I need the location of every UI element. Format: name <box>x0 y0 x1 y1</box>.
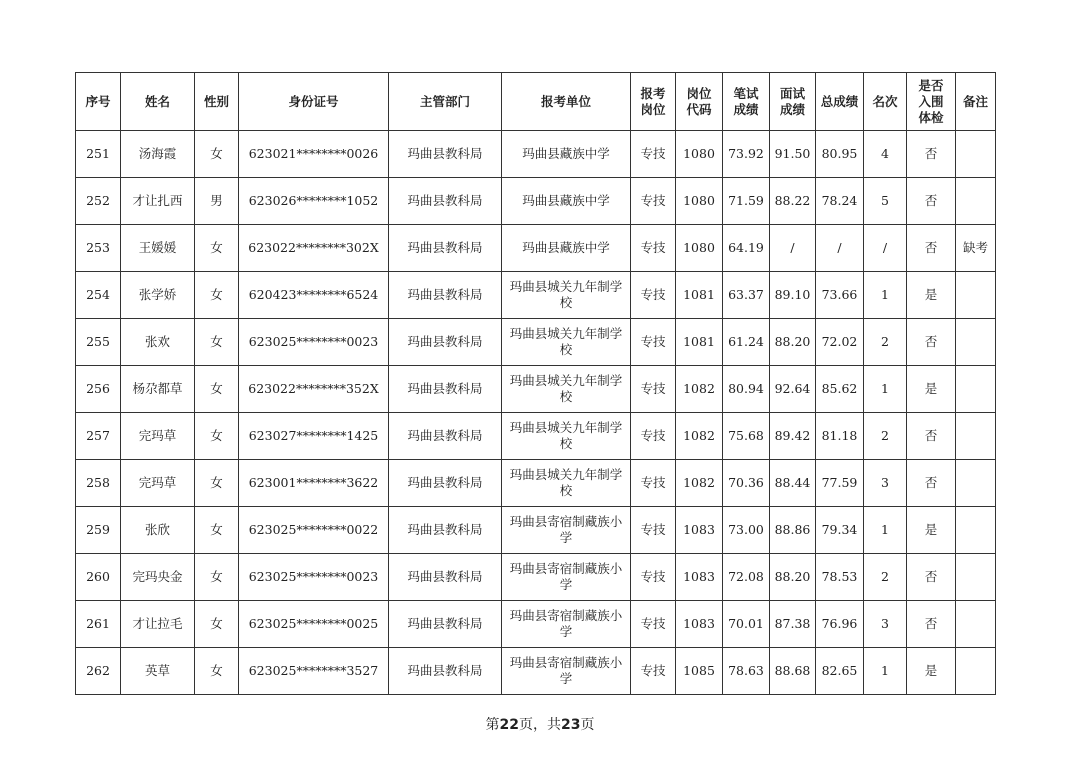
cell-position: 专技 <box>631 366 676 413</box>
cell-total: 79.34 <box>816 507 864 554</box>
cell-written: 71.59 <box>723 178 770 225</box>
cell-name: 王媛媛 <box>121 225 195 272</box>
cell-written: 61.24 <box>723 319 770 366</box>
cell-id-number: 623021********0026 <box>239 131 389 178</box>
cell-written: 70.01 <box>723 601 770 648</box>
cell-id-number: 623001********3622 <box>239 460 389 507</box>
cell-unit: 玛曲县城关九年制学校 <box>502 413 631 460</box>
cell-code: 1083 <box>676 601 723 648</box>
cell-name: 完玛草 <box>121 413 195 460</box>
cell-unit: 玛曲县城关九年制学校 <box>502 460 631 507</box>
cell-interview: 88.68 <box>770 648 816 695</box>
cell-code: 1081 <box>676 319 723 366</box>
header-unit: 报考单位 <box>502 73 631 131</box>
cell-total: 78.53 <box>816 554 864 601</box>
cell-remark: 缺考 <box>956 225 996 272</box>
header-row <box>76 73 996 131</box>
cell-interview: 88.22 <box>770 178 816 225</box>
cell-code: 1081 <box>676 272 723 319</box>
cell-no: 255 <box>76 319 121 366</box>
cell-code: 1080 <box>676 131 723 178</box>
cell-physical: 否 <box>907 554 956 601</box>
cell-no: 262 <box>76 648 121 695</box>
cell-name: 张欣 <box>121 507 195 554</box>
cell-id-number: 623025********0022 <box>239 507 389 554</box>
cell-remark <box>956 413 996 460</box>
cell-physical: 否 <box>907 178 956 225</box>
cell-department: 玛曲县教科局 <box>389 272 502 319</box>
cell-id-number: 620423********6524 <box>239 272 389 319</box>
header-physical: 是否 入围 体检 <box>907 73 956 131</box>
cell-unit: 玛曲县寄宿制藏族小学 <box>502 554 631 601</box>
cell-name: 完玛央金 <box>121 554 195 601</box>
cell-rank: 2 <box>864 554 907 601</box>
cell-name: 张欢 <box>121 319 195 366</box>
header-department: 主管部门 <box>389 73 502 131</box>
cell-department: 玛曲县教科局 <box>389 319 502 366</box>
cell-department: 玛曲县教科局 <box>389 601 502 648</box>
cell-no: 258 <box>76 460 121 507</box>
cell-position: 专技 <box>631 225 676 272</box>
table-row <box>76 366 996 413</box>
cell-total: 72.02 <box>816 319 864 366</box>
cell-position: 专技 <box>631 272 676 319</box>
cell-no: 260 <box>76 554 121 601</box>
header-name: 姓名 <box>121 73 195 131</box>
cell-remark <box>956 272 996 319</box>
cell-department: 玛曲县教科局 <box>389 554 502 601</box>
cell-unit: 玛曲县城关九年制学校 <box>502 272 631 319</box>
cell-interview: 89.42 <box>770 413 816 460</box>
table-row <box>76 319 996 366</box>
cell-name: 完玛草 <box>121 460 195 507</box>
cell-physical: 是 <box>907 366 956 413</box>
cell-rank: 2 <box>864 413 907 460</box>
cell-written: 73.00 <box>723 507 770 554</box>
table-row <box>76 178 996 225</box>
cell-physical: 否 <box>907 131 956 178</box>
cell-gender: 男 <box>195 178 239 225</box>
cell-unit: 玛曲县城关九年制学校 <box>502 366 631 413</box>
cell-rank: 1 <box>864 366 907 413</box>
cell-unit: 玛曲县藏族中学 <box>502 131 631 178</box>
cell-interview: 88.20 <box>770 554 816 601</box>
cell-department: 玛曲县教科局 <box>389 413 502 460</box>
table-row <box>76 507 996 554</box>
table-row <box>76 460 996 507</box>
cell-unit: 玛曲县寄宿制藏族小学 <box>502 601 631 648</box>
cell-written: 75.68 <box>723 413 770 460</box>
cell-interview: 88.86 <box>770 507 816 554</box>
cell-physical: 是 <box>907 272 956 319</box>
cell-gender: 女 <box>195 366 239 413</box>
cell-interview: 91.50 <box>770 131 816 178</box>
cell-rank: 2 <box>864 319 907 366</box>
cell-total: 78.24 <box>816 178 864 225</box>
cell-no: 259 <box>76 507 121 554</box>
cell-position: 专技 <box>631 178 676 225</box>
cell-gender: 女 <box>195 601 239 648</box>
cell-total: 82.65 <box>816 648 864 695</box>
table-row <box>76 272 996 319</box>
cell-rank: 4 <box>864 131 907 178</box>
cell-name: 才让扎西 <box>121 178 195 225</box>
cell-id-number: 623025********3527 <box>239 648 389 695</box>
cell-total: / <box>816 225 864 272</box>
cell-department: 玛曲县教科局 <box>389 507 502 554</box>
cell-no: 252 <box>76 178 121 225</box>
cell-total: 80.95 <box>816 131 864 178</box>
results-table <box>75 72 996 695</box>
cell-department: 玛曲县教科局 <box>389 648 502 695</box>
cell-no: 261 <box>76 601 121 648</box>
header-written: 笔试 成绩 <box>723 73 770 131</box>
table-row <box>76 413 996 460</box>
header-rank: 名次 <box>864 73 907 131</box>
header-total: 总成绩 <box>816 73 864 131</box>
cell-total: 81.18 <box>816 413 864 460</box>
table-row <box>76 131 996 178</box>
cell-rank: 3 <box>864 601 907 648</box>
cell-code: 1082 <box>676 460 723 507</box>
cell-code: 1085 <box>676 648 723 695</box>
cell-unit: 玛曲县城关九年制学校 <box>502 319 631 366</box>
cell-rank: / <box>864 225 907 272</box>
cell-gender: 女 <box>195 460 239 507</box>
cell-department: 玛曲县教科局 <box>389 460 502 507</box>
cell-gender: 女 <box>195 131 239 178</box>
cell-position: 专技 <box>631 554 676 601</box>
cell-written: 78.63 <box>723 648 770 695</box>
cell-code: 1080 <box>676 178 723 225</box>
cell-code: 1083 <box>676 554 723 601</box>
cell-rank: 5 <box>864 178 907 225</box>
cell-written: 64.19 <box>723 225 770 272</box>
footer-middle: 页，共 <box>519 717 561 733</box>
cell-id-number: 623027********1425 <box>239 413 389 460</box>
header-interview: 面试 成绩 <box>770 73 816 131</box>
footer-suffix: 页 <box>580 717 595 733</box>
cell-physical: 否 <box>907 319 956 366</box>
cell-department: 玛曲县教科局 <box>389 131 502 178</box>
cell-id-number: 623025********0023 <box>239 319 389 366</box>
cell-id-number: 623025********0023 <box>239 554 389 601</box>
table-row <box>76 554 996 601</box>
cell-name: 才让拉毛 <box>121 601 195 648</box>
cell-id-number: 623025********0025 <box>239 601 389 648</box>
cell-no: 254 <box>76 272 121 319</box>
cell-physical: 否 <box>907 601 956 648</box>
cell-department: 玛曲县教科局 <box>389 225 502 272</box>
footer-prefix: 第 <box>485 717 500 733</box>
header-position-code: 岗位 代码 <box>676 73 723 131</box>
cell-id-number: 623022********302X <box>239 225 389 272</box>
footer-total-pages: 23 <box>561 717 581 733</box>
cell-physical: 否 <box>907 460 956 507</box>
cell-name: 汤海霞 <box>121 131 195 178</box>
cell-written: 63.37 <box>723 272 770 319</box>
header-position: 报考 岗位 <box>631 73 676 131</box>
cell-physical: 否 <box>907 413 956 460</box>
cell-rank: 3 <box>864 460 907 507</box>
cell-unit: 玛曲县藏族中学 <box>502 178 631 225</box>
cell-total: 85.62 <box>816 366 864 413</box>
header-gender: 性别 <box>195 73 239 131</box>
cell-unit: 玛曲县藏族中学 <box>502 225 631 272</box>
cell-position: 专技 <box>631 413 676 460</box>
cell-total: 73.66 <box>816 272 864 319</box>
cell-rank: 1 <box>864 507 907 554</box>
cell-remark <box>956 131 996 178</box>
header-no: 序号 <box>76 73 121 131</box>
cell-id-number: 623022********352X <box>239 366 389 413</box>
cell-code: 1082 <box>676 366 723 413</box>
cell-remark <box>956 554 996 601</box>
cell-gender: 女 <box>195 507 239 554</box>
cell-unit: 玛曲县寄宿制藏族小学 <box>502 648 631 695</box>
cell-code: 1080 <box>676 225 723 272</box>
cell-position: 专技 <box>631 648 676 695</box>
footer-page-number: 22 <box>499 717 519 733</box>
cell-total: 77.59 <box>816 460 864 507</box>
cell-interview: 92.64 <box>770 366 816 413</box>
cell-gender: 女 <box>195 272 239 319</box>
cell-written: 70.36 <box>723 460 770 507</box>
cell-interview: / <box>770 225 816 272</box>
cell-gender: 女 <box>195 648 239 695</box>
cell-total: 76.96 <box>816 601 864 648</box>
cell-department: 玛曲县教科局 <box>389 178 502 225</box>
cell-written: 80.94 <box>723 366 770 413</box>
cell-interview: 87.38 <box>770 601 816 648</box>
header-remark: 备注 <box>956 73 996 131</box>
cell-remark <box>956 460 996 507</box>
cell-written: 73.92 <box>723 131 770 178</box>
cell-position: 专技 <box>631 460 676 507</box>
cell-no: 251 <box>76 131 121 178</box>
cell-remark <box>956 601 996 648</box>
cell-remark <box>956 366 996 413</box>
cell-no: 256 <box>76 366 121 413</box>
cell-gender: 女 <box>195 225 239 272</box>
cell-gender: 女 <box>195 319 239 366</box>
table-body <box>76 131 996 695</box>
cell-position: 专技 <box>631 319 676 366</box>
cell-unit: 玛曲县寄宿制藏族小学 <box>502 507 631 554</box>
cell-position: 专技 <box>631 601 676 648</box>
cell-interview: 88.20 <box>770 319 816 366</box>
cell-remark <box>956 319 996 366</box>
cell-interview: 88.44 <box>770 460 816 507</box>
cell-position: 专技 <box>631 507 676 554</box>
cell-physical: 是 <box>907 648 956 695</box>
cell-rank: 1 <box>864 272 907 319</box>
cell-no: 253 <box>76 225 121 272</box>
cell-rank: 1 <box>864 648 907 695</box>
table-row <box>76 601 996 648</box>
cell-written: 72.08 <box>723 554 770 601</box>
cell-remark <box>956 507 996 554</box>
cell-position: 专技 <box>631 131 676 178</box>
cell-department: 玛曲县教科局 <box>389 366 502 413</box>
cell-no: 257 <box>76 413 121 460</box>
cell-physical: 否 <box>907 225 956 272</box>
cell-name: 杨尕都草 <box>121 366 195 413</box>
page-footer <box>0 714 1080 734</box>
cell-interview: 89.10 <box>770 272 816 319</box>
cell-physical: 是 <box>907 507 956 554</box>
cell-remark <box>956 178 996 225</box>
table-row <box>76 648 996 695</box>
cell-code: 1083 <box>676 507 723 554</box>
cell-name: 张学娇 <box>121 272 195 319</box>
cell-remark <box>956 648 996 695</box>
cell-gender: 女 <box>195 554 239 601</box>
cell-gender: 女 <box>195 413 239 460</box>
cell-code: 1082 <box>676 413 723 460</box>
table-row <box>76 225 996 272</box>
header-id-number: 身份证号 <box>239 73 389 131</box>
cell-id-number: 623026********1052 <box>239 178 389 225</box>
cell-name: 英草 <box>121 648 195 695</box>
